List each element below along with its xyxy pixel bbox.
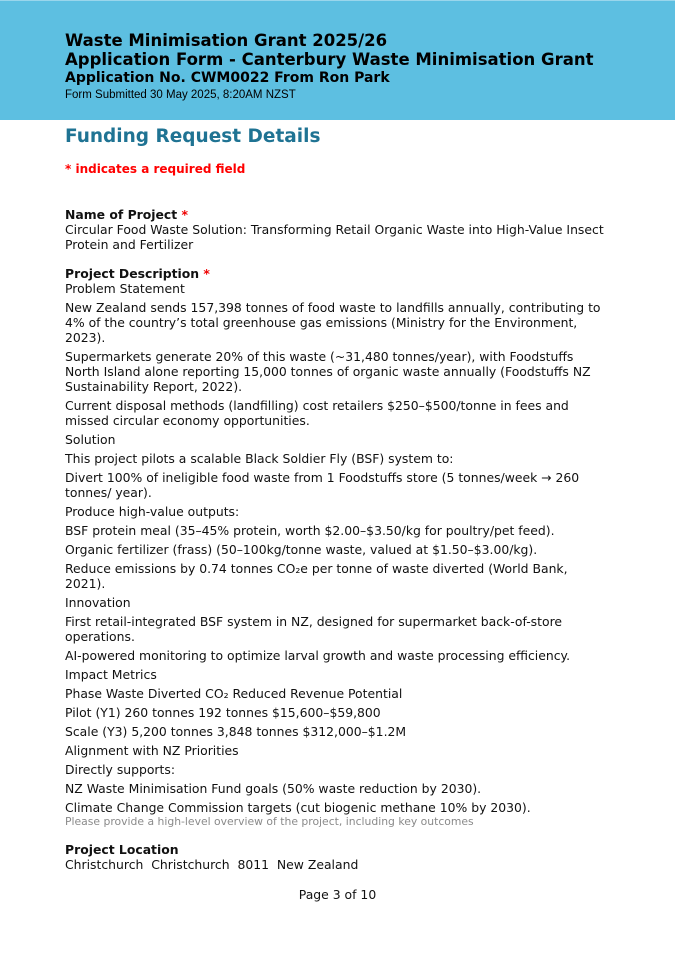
description-line: Climate Change Commission targets (cut biogenic methane 10% by 2030). [65,800,531,815]
description-line: NZ Waste Minimisation Fund goals (50% waste reduction by 2030). [65,781,482,796]
description-line: BSF protein meal (35–45% protein, worth $2.00–$3.50/kg for poultry/pet feed). [65,523,555,538]
form-name: Application Form - Canterbury Waste Minimisation Grant [65,50,594,69]
description-line: Organic fertilizer (frass) (50–100kg/tonne waste, valued at $1.50–$3.00/kg). [65,542,538,557]
page-number: Page 3 of 10 [298,887,377,902]
section-title: Funding Request Details [65,126,321,147]
description-line: Problem Statement [65,281,185,296]
description-line: Impact Metrics [65,667,157,682]
description-line: Supermarkets generate 20% of this waste (~31,480 tonnes/year), with Foodstuffs North Island alone reporting 15,000 tonnes of organic waste annually (Foodstuffs NZ Sustainability Report, 2022). [65,349,591,394]
project-description-label: Project Description * [65,266,210,281]
project-location-value: Christchurch Christchurch 8011 New Zealand [65,857,359,872]
description-line: Pilot (Y1) 260 tonnes 192 tonnes $15,600–$59,800 [65,705,381,720]
form-header [0,0,675,120]
description-line: Solution [65,432,116,447]
description-line: AI-powered monitoring to optimize larval growth and waste processing efficiency. [65,648,571,663]
description-line: Phase Waste Diverted CO₂ Reduced Revenue Potential [65,686,403,701]
description-line: New Zealand sends 157,398 tonnes of food waste to landfills annually, contributing to 4% of the country’s total greenhouse gas emissions (Ministry for the Environment, 2023). [65,300,601,345]
description-hint: Please provide a high-level overview of the project, including key outcomes [65,815,474,828]
description-line: Alignment with NZ Priorities [65,743,239,758]
required-star: * [203,266,210,281]
description-line: Directly supports: [65,762,176,777]
description-line: Divert 100% of ineligible food waste from 1 Foodstuffs store (5 tonnes/week → 260 tonnes/ year). [65,470,580,500]
project-name-label: Name of Project * [65,207,189,222]
description-line: Reduce emissions by 0.74 tonnes CO₂e per tonne of waste diverted (World Bank, 2021). [65,561,568,591]
description-line: This project pilots a scalable Black Soldier Fly (BSF) system to: [65,451,454,466]
grant-title: Waste Minimisation Grant 2025/26 [65,31,388,50]
application-number: Application No. CWM0022 From Ron Park [65,70,390,86]
submitted-date: Form Submitted 30 May 2025, 8:20AM NZST [65,89,296,101]
required-star: * [181,207,189,222]
description-line: Scale (Y3) 5,200 tonnes 3,848 tonnes $312,000–$1.2M [65,724,407,739]
project-name-value: Circular Food Waste Solution: Transforming Retail Organic Waste into High-Value Insect Protein and Fertilizer [65,222,604,252]
description-line: First retail-integrated BSF system in NZ, designed for supermarket back-of-store operations. [65,614,563,644]
description-line: Produce high-value outputs: [65,504,240,519]
description-line: Innovation [65,595,131,610]
description-line: Current disposal methods (landfilling) cost retailers $250–$500/tonne in fees and missed circular economy opportunities. [65,398,569,428]
form-fields [65,207,605,872]
required-note: * indicates a required field [65,162,246,176]
project-location-label: Project Location [65,842,179,857]
